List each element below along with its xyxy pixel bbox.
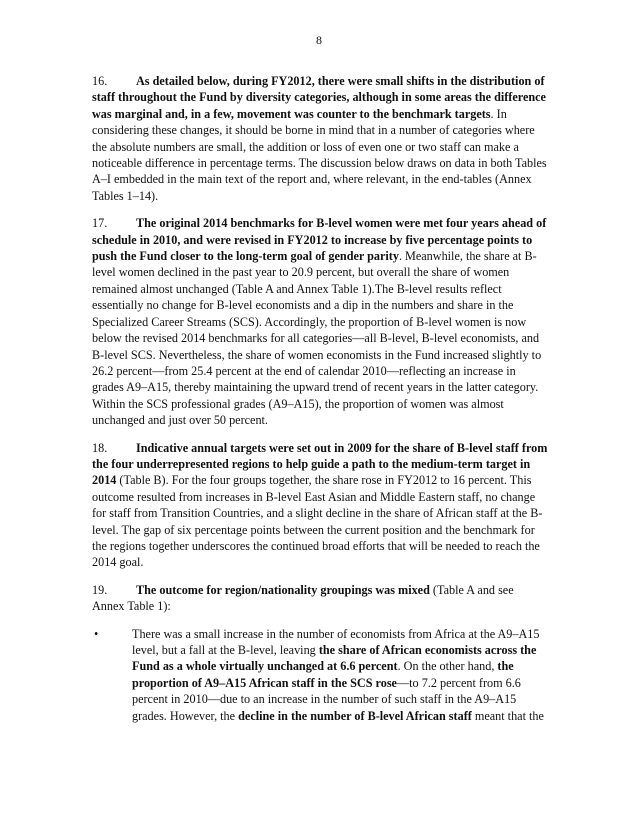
paragraph-text: . In considering these changes, it should be borne in mind that in a number of categories where the absolute numbers are small, the addition or loss of even one or two staff can make a noticeable difference in percentage terms. The discussion below draws on data in both Tables A–I embedded in the main text of the report and, where relevant, in the end-tables (Annex Tables 1–14). <box>92 106 547 203</box>
bullet-text: —to 7.2 percent from 6.6 percent in 2010—due to an increase in the number of such staff in the A9–A15 grades. However, the <box>132 675 521 723</box>
document-body <box>92 73 548 724</box>
page-number: 8 <box>316 33 322 47</box>
bullet-icon: • <box>94 626 99 641</box>
paragraph-text: (Table B). For the four groups together, the share rose in FY2012 to 16 percent. This outcome resulted from increases in B-level East Asian and Middle Eastern staff, no change for staff from Transition Countries, and a slight decline in the share of African staff at the B-level. The gap of six percentage points between the current position and the benchmark for the regions together underscores the continued broad efforts that will be needed to reach the 2014 goal. <box>92 473 543 570</box>
paragraph-text: . Meanwhile, the share at B-level women declined in the past year to 20.9 percent, but overall the share of women remained almost unchanged (Table A and Annex Table 1).The B-level results reflect essentially no change for B-level economists and a dip in the numbers and share in the Specialized Career Streams (SCS). Accordingly, the proportion of B-level women is now below the revised 2014 benchmarks for all categories—all B-level, B-level economists, and B-level SCS. Nevertheless, the share of women economists in the Fund increased slightly to 26.2 percent—from 25.4 percent at the end of calendar 2010—reflecting an increase in grades A9–A15, thereby maintaining the upward trend of recent years in the latter category. Within the SCS professional grades (A9–A15), the proportion of women was almost unchanged and just over 50 percent. <box>92 249 542 428</box>
paragraph-number: 19. <box>92 582 108 597</box>
paragraph-19 <box>92 582 548 615</box>
paragraph-lead-bold: The outcome for region/nationality groupings was mixed <box>136 582 430 597</box>
paragraph-lead-bold: Indicative annual targets were set out in 2009 for the share of B-level staff from the four underrepresented regions to help guide a path to the medium-term target in 2014 <box>92 440 548 488</box>
bullet-bold: the proportion of A9–A15 African staff in the SCS rose <box>132 659 514 690</box>
paragraph-text: (Table A and see Annex Table 1): <box>92 582 514 614</box>
bullet-text: meant that the <box>471 708 544 723</box>
paragraph-number: 18. <box>92 440 108 455</box>
paragraph-number: 17. <box>92 216 108 231</box>
bullet-bold: the share of African economists across the Fund as a whole virtually unchanged at 6.6 percent <box>132 643 537 674</box>
paragraph-16 <box>92 73 548 204</box>
paragraph-number: 16. <box>92 74 108 88</box>
bullet-text: There was a small increase in the number of economists from Africa at the A9–A15 level, but a fall at the B-level, leaving <box>132 626 540 657</box>
paragraph-18 <box>92 440 548 571</box>
bullet-item <box>92 626 548 724</box>
bullet-bold: decline in the number of B-level African staff <box>238 708 472 723</box>
paragraph-lead-bold: The original 2014 benchmarks for B-level women were met four years ahead of schedule in 2010, and were revised in FY2012 to increase by five percentage points to push the Fund closer to the long-term goal of gender parity <box>92 216 547 264</box>
paragraph-17 <box>92 215 548 428</box>
paragraph-lead-bold: As detailed below, during FY2012, there were small shifts in the distribution of staff throughout the Fund by diversity categories, although in some areas the difference was marginal and, in a few, movement was counter to the benchmark targets <box>92 74 546 121</box>
bullet-text: . On the other hand, <box>397 659 498 674</box>
